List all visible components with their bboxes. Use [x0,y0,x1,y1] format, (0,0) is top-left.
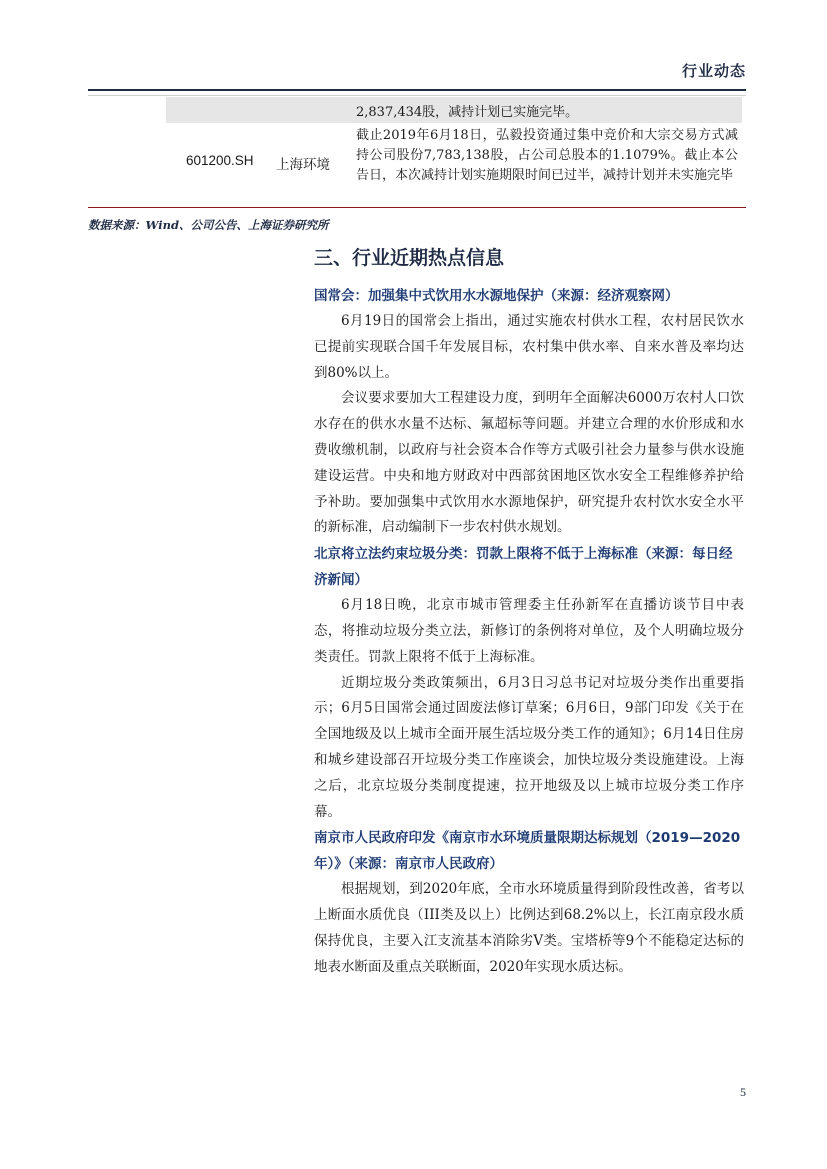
news-item [314,541,744,825]
news-paragraph: 会议要求要加大工程建设力度，到明年全面解决6000万农村人口饮水存在的供水水量不达标、氟超标等问题。并建立合理的水价形成和水费收缴机制，以政府与社会资本合作等方式吸引社会力量参与供水设施建设运营。中央和地方财政对中西部贫困地区饮水安全工程维修养护给予补助。要加强集中式饮用水水源地保护，研究提升农村饮水安全水平的新标准，启动编制下一步农村供水规划。 [314,390,744,536]
hot-news-section [314,243,744,981]
table-top-rule [88,95,746,96]
news-item [314,283,744,541]
table-row [166,97,742,123]
news-paragraph: 近期垃圾分类政策频出，6月3日习总书记对垃圾分类作出重要指示；6月5日国常会通过固废法修订草案；6月6日，9部门印发《关于在全国地级及以上城市全面开展生活垃圾分类工作的通知》；6月14日住房和城乡建设部召开垃圾分类工作座谈会，加快垃圾分类设施建设。上海之后，北京垃圾分类制度提速，拉开地级及以上城市垃圾分类工作序幕。 [314,674,744,820]
table-cell-description: 2,837,434股，减持计划已实施完毕。 [356,105,579,120]
table-bottom-rule [88,207,746,208]
header-title: 行业动态 [681,62,746,80]
table-cell-company-name: 上海环境 [276,157,330,173]
header-rule [88,89,746,91]
section-title: 三、行业近期热点信息 [314,247,505,269]
data-source-note: 数据来源：Wind、公司公告、上海证券研究所 [88,218,329,232]
table-cell-stock-code: 601200.SH [186,153,254,168]
page-number: 5 [740,1085,746,1099]
news-paragraph: 6月18日晚，北京市城市管理委主任孙新军在直播访谈节目中表态，将推动垃圾分类立法，新修订的条例将对单位，及个人明确垃圾分类责任。罚款上限将不低于上海标准。 [314,597,744,665]
table-row [166,123,742,205]
news-paragraph: 6月19日的国常会上指出，通过实施农村供水工程，农村居民饮水已提前实现联合国千年发展目标，农村集中供水率、自来水普及率均达到80%以上。 [314,313,744,381]
news-title: 北京将立法约束垃圾分类：罚款上限将不低于上海标准（来源：每日经济新闻） [314,546,733,589]
table-cell-description: 截止2019年6月18日，弘毅投资通过集中竞价和大宗交易方式减持公司股份7,783,138股，占公司总股本的1.1079%。截止本公告日，本次减持计划实施期限时间已过半，减持计划并未实施完毕 [356,128,738,183]
news-item [314,825,744,980]
news-title: 国常会：加强集中式饮用水水源地保护（来源：经济观察网） [314,288,679,304]
news-paragraph: 根据规划，到2020年底，全市水环境质量得到阶段性改善，省考以上断面水质优良（III类及以上）比例达到68.2%以上，长江南京段水质保持优良，主要入江支流基本消除劣V类。宝塔桥等9个不能稳定达标的地表水断面及重点关联断面，2020年实现水质达标。 [314,881,744,975]
news-title: 南京市人民政府印发《南京市水环境质量限期达标规划（2019—2020年）》（来源：南京市人民政府） [314,830,741,873]
